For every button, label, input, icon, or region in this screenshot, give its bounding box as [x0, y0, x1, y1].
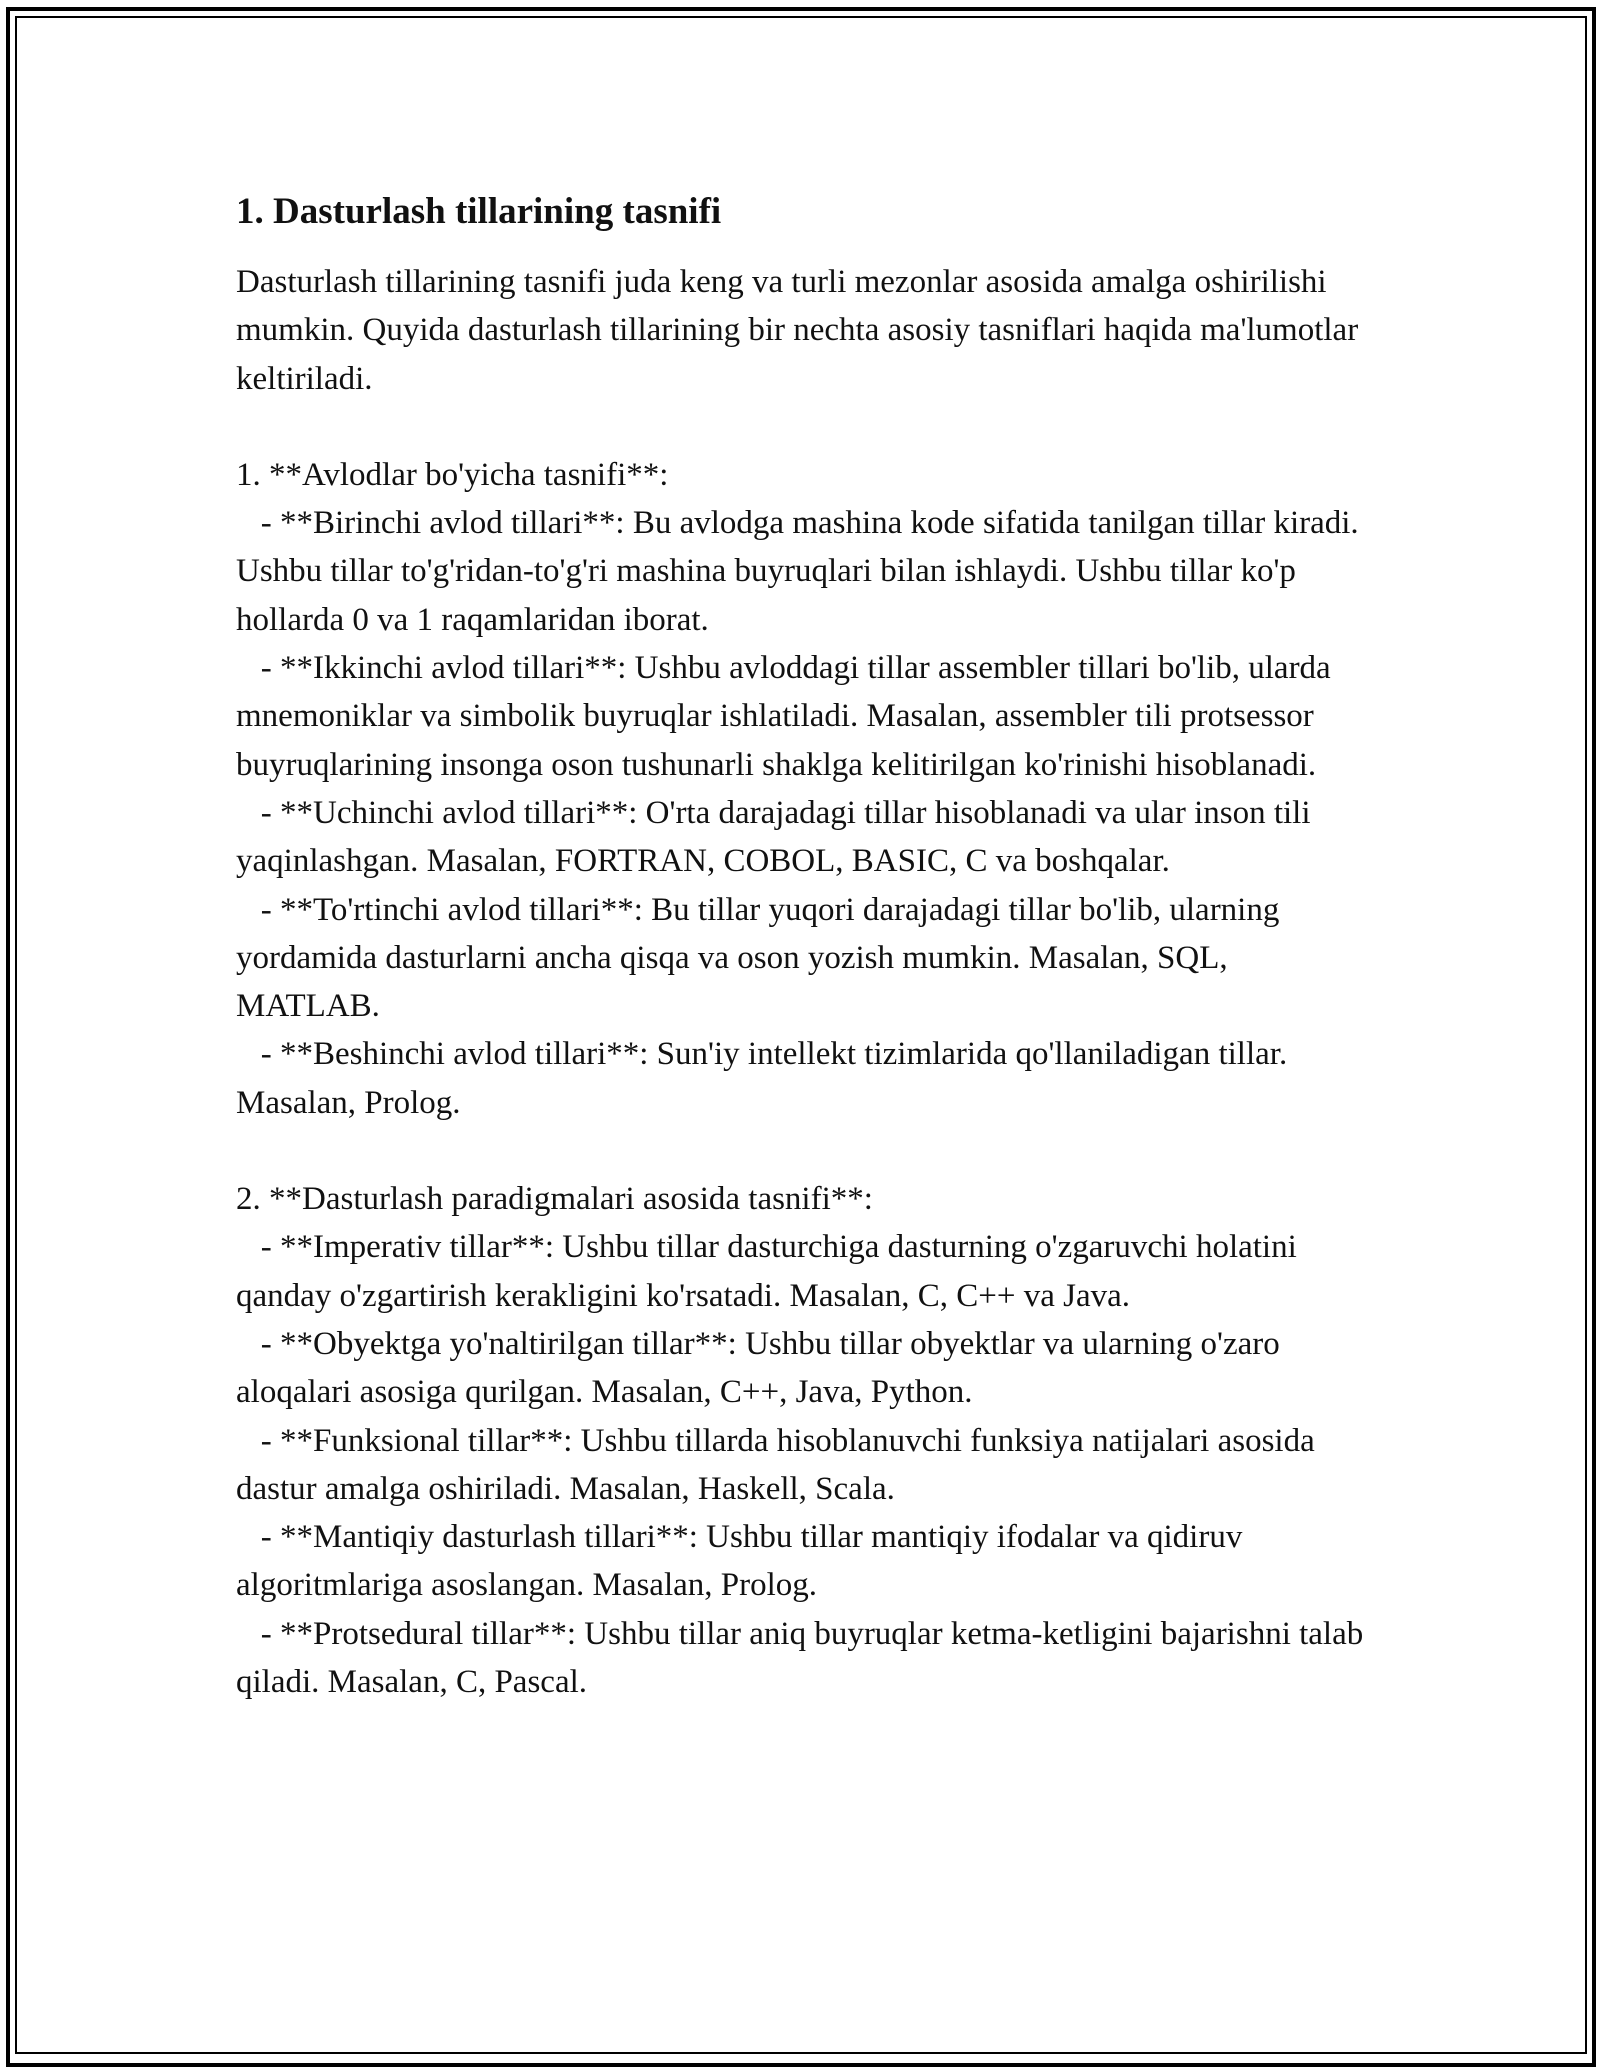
list-item: - **Birinchi avlod tillari**: Bu avlodga mashina kode sifatida tanilgan tillar kiradi. Ushbu tillar to'g'ridan-to'g'ri mashina buyruqlari bilan ishlaydi. Ushbu tillar ko'p hollarda 0 va 1 raqamlaridan iborat.: [236, 505, 1367, 638]
section-generations: [236, 451, 1376, 1127]
list-item: - **Obyektga yo'naltirilgan tillar**: Ushbu tillar obyektlar va ularning o'zaro aloqalari asosiga qurilgan. Masalan, C++, Java, Python.: [236, 1325, 1289, 1411]
document-body: [236, 184, 1376, 1706]
list-item: - **Protsedural tillar**: Ushbu tillar aniq buyruqlar ketma-ketligini bajarishni talab qiladi. Masalan, C, Pascal.: [236, 1615, 1372, 1701]
list-item: - **Imperativ tillar**: Ushbu tillar dasturchiga dasturning o'zgaruvchi holatini qanday o'zgartirish kerakligini ko'rsatadi. Masalan, C, C++ va Java.: [236, 1229, 1306, 1314]
section-title: 2. **Dasturlash paradigmalari asosida tasnifi**:: [236, 1181, 873, 1218]
document-heading: 1. Dasturlash tillarining tasnifi: [236, 191, 722, 232]
section-paradigms: [236, 1175, 1376, 1706]
list-item: - **To'rtinchi avlod tillari**: Bu tillar yuqori darajadagi tillar bo'lib, ularning yordamida dasturlarni ancha qisqa va oson yozish mumkin. Masalan, SQL, MATLAB.: [236, 891, 1288, 1025]
list-item: - **Mantiqiy dasturlash tillari**: Ushbu tillar mantiqiy ifodalar va qidiruv algoritmlariga asoslangan. Masalan, Prolog.: [236, 1519, 1251, 1604]
list-item: - **Funksional tillar**: Ushbu tillarda hisoblanuvchi funksiya natijalari asosida dastur amalga oshiriladi. Masalan, Haskell, Scala.: [236, 1422, 1323, 1507]
list-item: - **Ikkinchi avlod tillari**: Ushbu avloddagi tillar assembler tillari bo'lib, ularda mnemoniklar va simbolik buyruqlar ishlatiladi. Masalan, assembler tili protsessor buyruqlarining insonga oson tushunarli shaklga kelitirilgan ko'rinishi hisoblanadi.: [236, 650, 1339, 783]
section-title: 1. **Avlodlar bo'yicha tasnifi**:: [236, 456, 669, 493]
intro-paragraph: Dasturlash tillarining tasnifi juda keng va turli mezonlar asosida amalga oshirilishi mumkin. Quyida dasturlash tillarining bir nechta asosiy tasniflari haqida ma'lumotlar keltiriladi.: [236, 264, 1367, 397]
list-item: - **Beshinchi avlod tillari**: Sun'iy intellekt tizimlarida qo'llaniladigan tillar. Masalan, Prolog.: [236, 1036, 1296, 1121]
list-item: - **Uchinchi avlod tillari**: O'rta darajadagi tillar hisoblanadi va ular inson tili yaqinlashgan. Masalan, FORTRAN, COBOL, BASIC, C va boshqalar.: [236, 794, 1319, 880]
